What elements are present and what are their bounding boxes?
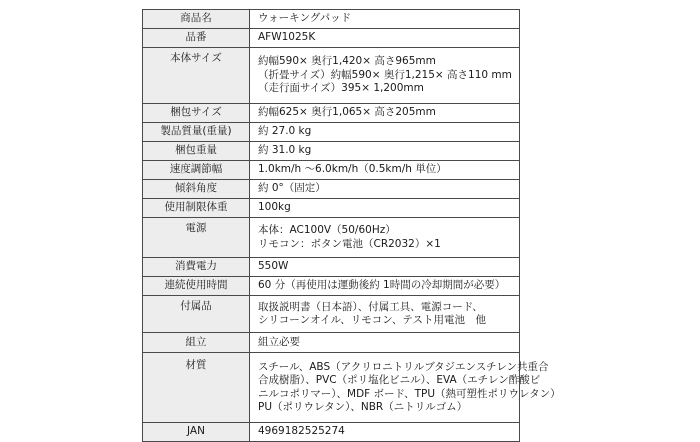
value-line: 4969182525274 [258, 425, 345, 438]
value-line: 100kg [258, 201, 291, 214]
value-line: 合成樹脂）、PVC（ポリ塩化ビニル）、EVA（エチレン酢酸ビ [258, 374, 541, 386]
row-value [250, 333, 520, 353]
row-value [250, 423, 520, 442]
table-row [143, 123, 520, 142]
table-row [143, 353, 520, 423]
row-label: 製品質量(重量) [143, 123, 250, 142]
table-row [143, 277, 520, 296]
row-label: 速度調節幅 [143, 161, 250, 180]
table-row [143, 104, 520, 123]
row-value [250, 142, 520, 161]
row-value [250, 10, 520, 29]
row-label: 商品名 [143, 10, 250, 29]
table-row [143, 161, 520, 180]
table-row [143, 29, 520, 48]
value-line: スチール、ABS（アクリロニトリルブタジエンスチレン共重合 [258, 360, 549, 373]
row-value [250, 258, 520, 277]
value-line: 1.0km/h ～6.0km/h（0.5km/h 単位） [258, 163, 447, 176]
value-line: PU（ポリウレタン）、NBR（ニトリルゴム） [258, 401, 468, 413]
table-row [143, 333, 520, 353]
row-label: 本体サイズ [143, 48, 250, 104]
row-label: 傾斜角度 [143, 180, 250, 199]
row-value [250, 161, 520, 180]
value-line: 約 27.0 kg [258, 125, 312, 138]
row-label: JAN [143, 423, 250, 442]
value-line: 約 0°（固定） [258, 182, 326, 195]
table-row [143, 180, 520, 199]
row-value [250, 218, 520, 258]
table-row [143, 48, 520, 104]
value-line: （走行面サイズ）395× 1,200mm [258, 82, 424, 95]
value-line: シリコーンオイル、リモコン、テスト用電池 他 [258, 314, 486, 326]
row-value [250, 123, 520, 142]
row-value [250, 29, 520, 48]
row-value [250, 277, 520, 296]
row-label: 品番 [143, 29, 250, 48]
table-row [143, 423, 520, 442]
table-row [143, 142, 520, 161]
value-line: 約幅625× 奥行1,065× 高さ205mm [258, 106, 436, 119]
row-label: 電源 [143, 218, 250, 258]
table-row [143, 258, 520, 277]
row-value [250, 180, 520, 199]
value-line: 組立必要 [258, 335, 300, 348]
value-line: 本体：AC100V（50/60Hz） [258, 224, 396, 236]
value-line: 取扱説明書（日本語）、付属工具、電源コード、 [258, 300, 483, 313]
row-value [250, 353, 561, 423]
row-label: 付属品 [143, 296, 250, 333]
row-value [250, 48, 520, 104]
value-line: 約 31.0 kg [258, 144, 312, 157]
row-label: 材質 [143, 353, 250, 423]
value-line: 60 分（再使用は運動後約 1時間の冷却期間が必要） [258, 279, 506, 292]
row-label: 梱包サイズ [143, 104, 250, 123]
table-row [143, 199, 520, 218]
row-value [250, 296, 520, 333]
value-line: ウォーキングパッド [258, 12, 352, 25]
value-line: （折畳サイズ）約幅590× 奥行1,215× 高さ110 mm [258, 68, 512, 81]
row-value [250, 199, 520, 218]
value-line: AFW1025K [258, 31, 316, 44]
row-label: 梱包重量 [143, 142, 250, 161]
row-value [250, 104, 520, 123]
row-label: 使用制限体重 [143, 199, 250, 218]
row-label: 組立 [143, 333, 250, 353]
table-row [143, 296, 520, 333]
table-row [143, 218, 520, 258]
spec-table [142, 9, 561, 442]
row-label: 消費電力 [143, 258, 250, 277]
value-line: 約幅590× 奥行1,420× 高さ965mm [258, 55, 436, 68]
value-line: ニルコポリマー）、MDF ボード、TPU（熱可塑性ポリウレタン） [258, 387, 561, 400]
value-line: リモコン：ボタン電池（CR2032）×1 [258, 237, 441, 250]
table-row [143, 10, 520, 29]
value-line: 550W [258, 260, 289, 273]
row-label: 連続使用時間 [143, 277, 250, 296]
